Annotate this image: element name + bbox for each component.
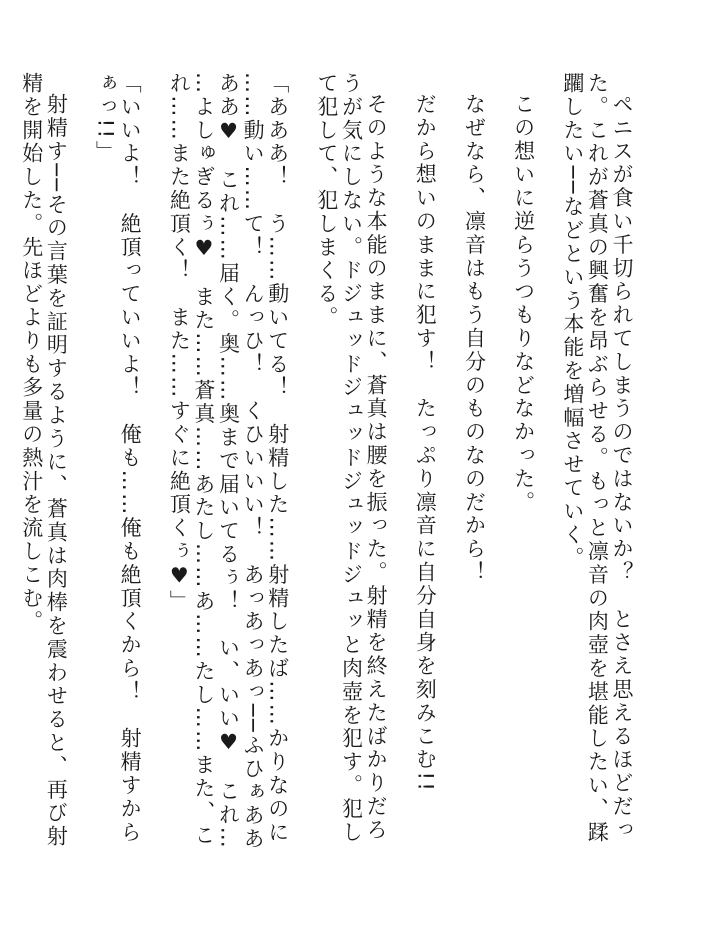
paragraph-spacer <box>437 72 462 862</box>
narration-paragraph-so-violate: だから想いのままに犯す！ たっぷり凛音に自分自身を刻みこむ!! <box>413 93 438 794</box>
paragraph-spacer <box>536 72 561 862</box>
narration-paragraph-instinct: そのような本能のままに、蒼真は腰を振った。射精を終えたばかりだろうが気にしない。ドジュッドジュッドジュッドジュッと肉壺を犯す。犯して犯して、犯しまくる。 <box>314 72 389 845</box>
vertical-text-body <box>19 72 634 862</box>
narration-paragraph-no-resist: この想いに逆らうつもりなどなかった。 <box>511 93 536 515</box>
narration-paragraph-penis-excitement: ペニスが食い千切られてしまうのではないか？ とさえ思えるほどだった。これが蒼真の興奮を昂ぶらせる。もっと凛音の肉壺を堪能したい、蹂躙したい──などという本能を増幅させていく。 <box>560 72 634 845</box>
dialogue-paragraph-rine: 「あああ！ う……動いてる！ 射精した……射精したば……かりなのに……動い……て！ んっひ！ くひいいい！ あっあっあっ──ふひぁああああ♥ これ……届く。奥……奥まで届いてるぅ！ い、いい♥ これ……よしゅぎるぅ♥ また……蒼真……あたし……あ……たし……また、これ……また絶頂く！ また……すぐに絶頂くぅ♥」 <box>167 72 290 851</box>
paragraph-spacer <box>142 72 167 862</box>
paragraph-spacer <box>290 72 315 862</box>
narration-paragraph-ejaculate-again: 射精す──その言葉を証明するように、蒼真は肉棒を震わせると、再び射精を開始した。先ほどよりも多量の熱汁を流しこむ。 <box>19 72 69 849</box>
paragraph-spacer <box>388 72 413 862</box>
narration-paragraph-because: なぜなら、凛音はもう自分のものなのだから！ <box>462 93 487 585</box>
paragraph-spacer <box>486 72 511 862</box>
dialogue-paragraph-souma: 「いいよ！ 絶頂っていいよ！ 俺も……俺も絶頂くから！ 射精すからぁっ!!」 <box>93 72 143 845</box>
paragraph-spacer <box>68 72 93 862</box>
